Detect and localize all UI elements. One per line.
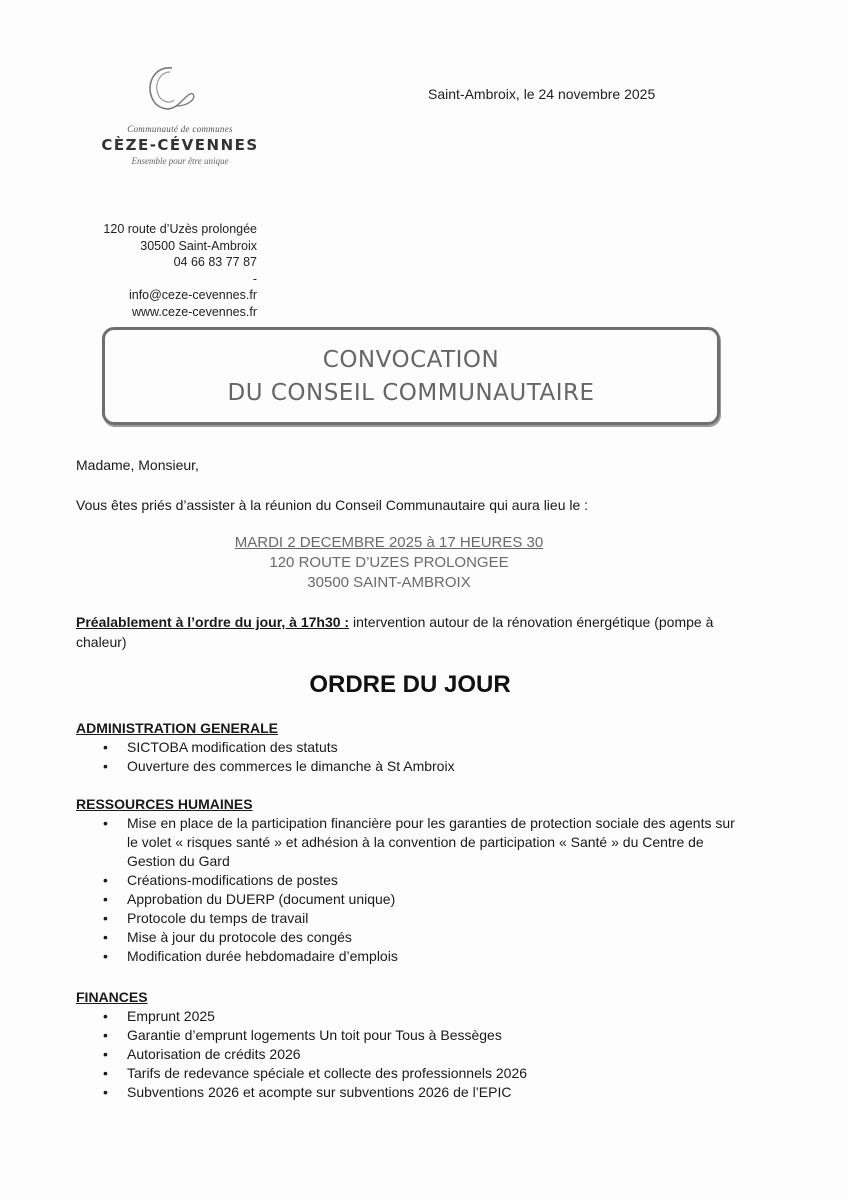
meeting-time-connector: à — [426, 534, 435, 551]
section-item-list — [76, 1007, 776, 1102]
logo-name: CÈZE-CÉVENNES — [101, 136, 259, 154]
list-item-text: Approbation du DUERP (document unique) — [127, 891, 396, 907]
bullet-icon: • — [103, 1008, 108, 1024]
address-phone: 04 66 83 77 87 — [173, 255, 257, 269]
list-item-text: Autorisation de crédits 2026 — [127, 1046, 301, 1062]
list-item — [76, 890, 747, 909]
bullet-icon: • — [103, 872, 108, 888]
meeting-datetime — [0, 533, 778, 553]
meeting-address-line-2: 30500 SAINT-AMBROIX — [307, 574, 471, 591]
list-item-text: Ouverture des commerces le dimanche à St Ambroix — [127, 758, 455, 774]
meeting-details — [0, 533, 778, 593]
bullet-icon: • — [103, 891, 108, 907]
list-item-text: Mise à jour du protocole des congés — [127, 929, 352, 945]
list-item-text: Protocole du temps de travail — [127, 910, 309, 926]
list-item-text: SICTOBA modification des statuts — [127, 739, 338, 755]
list-item-text: Tarifs de redevance spéciale et collecte des professionnels 2026 — [127, 1065, 528, 1081]
bullet-icon: • — [103, 948, 108, 964]
agenda-title: ORDRE DU JOUR — [309, 671, 511, 698]
list-item-text: Créations-modifications de postes — [127, 872, 338, 888]
address-city: 30500 Saint-Ambroix — [140, 238, 257, 253]
list-item-text: Mise en place de la participation financière pour les garanties de protection sociale des agents sur le volet « risques santé » et adhésion à la convention de participation « Santé » du Centre de Gestion du Gard — [127, 815, 735, 869]
bullet-icon: • — [103, 758, 108, 774]
list-item-text: Subventions 2026 et acompte sur subventions 2026 de l’EPIC — [127, 1084, 512, 1100]
section-item-list — [76, 738, 776, 776]
list-item — [76, 814, 747, 871]
meeting-address-line-1: 120 ROUTE D’UZES PROLONGEE — [269, 554, 509, 571]
list-item — [76, 1083, 747, 1102]
address-email: info@ceze-cevennes.fr — [128, 288, 257, 302]
title-box — [102, 327, 720, 425]
preliminary-text: intervention autour de la rénovation énergétique (pompe à chaleur) — [76, 614, 714, 650]
preliminary-lead: Préalablement à l’ordre du jour, à 17h30 : — [76, 614, 350, 630]
section-heading: RESSOURCES HUMAINES — [76, 796, 253, 812]
logo-tagline-top: Communauté de communes — [127, 124, 233, 134]
salutation: Madame, Monsieur, — [76, 457, 199, 473]
bullet-icon: • — [103, 1065, 108, 1081]
list-item — [76, 947, 747, 966]
invitation-text: Vous êtes priés d’assister à la réunion du Conseil Communautaire qui aura lieu le : — [76, 497, 589, 513]
list-item — [76, 757, 747, 776]
bullet-icon: • — [103, 815, 108, 831]
list-item — [76, 909, 747, 928]
list-item-text: Garantie d’emprunt logements Un toit pour Tous à Bessèges — [127, 1027, 502, 1043]
list-item-text: Emprunt 2025 — [127, 1008, 215, 1024]
bullet-icon: • — [103, 929, 108, 945]
list-item — [76, 928, 747, 947]
bullet-icon: • — [103, 1027, 108, 1043]
address-separator: - — [252, 271, 257, 286]
title-line-1: CONVOCATION — [322, 347, 500, 373]
bullet-icon: • — [103, 1046, 108, 1062]
meeting-day: MARDI 2 DECEMBRE 2025 — [234, 534, 423, 551]
address-website: www.ceze-cevennes.fr — [131, 304, 257, 319]
section-heading: ADMINISTRATION GENERALE — [76, 720, 278, 736]
date-line: Saint-Ambroix, le 24 novembre 2025 — [428, 86, 656, 102]
list-item — [76, 1064, 747, 1083]
list-item — [76, 1026, 747, 1045]
section-heading: FINANCES — [76, 989, 148, 1005]
section-item-list — [76, 814, 776, 966]
address-street: 120 route d’Uzès prolongée — [103, 222, 257, 236]
organization-logo — [100, 62, 260, 166]
list-item-text: Modification durée hebdomadaire d’emplois — [127, 948, 398, 964]
bullet-icon: • — [103, 910, 108, 926]
list-item — [76, 738, 747, 757]
logo-swirl-icon — [140, 62, 200, 120]
list-item — [76, 1007, 747, 1026]
list-item — [76, 871, 747, 890]
agenda-section-administration — [76, 719, 776, 776]
logo-tagline-bottom: Ensemble pour être unique — [131, 156, 229, 166]
sender-address — [60, 221, 257, 320]
title-line-2: DU CONSEIL COMMUNAUTAIRE — [227, 380, 595, 406]
meeting-time: 17 HEURES 30 — [439, 534, 544, 551]
preliminary-note — [76, 612, 756, 652]
agenda-section-ressources-humaines — [76, 795, 776, 966]
list-item — [76, 1045, 747, 1064]
bullet-icon: • — [103, 1084, 108, 1100]
agenda-section-finances — [76, 988, 776, 1102]
bullet-icon: • — [103, 739, 108, 755]
